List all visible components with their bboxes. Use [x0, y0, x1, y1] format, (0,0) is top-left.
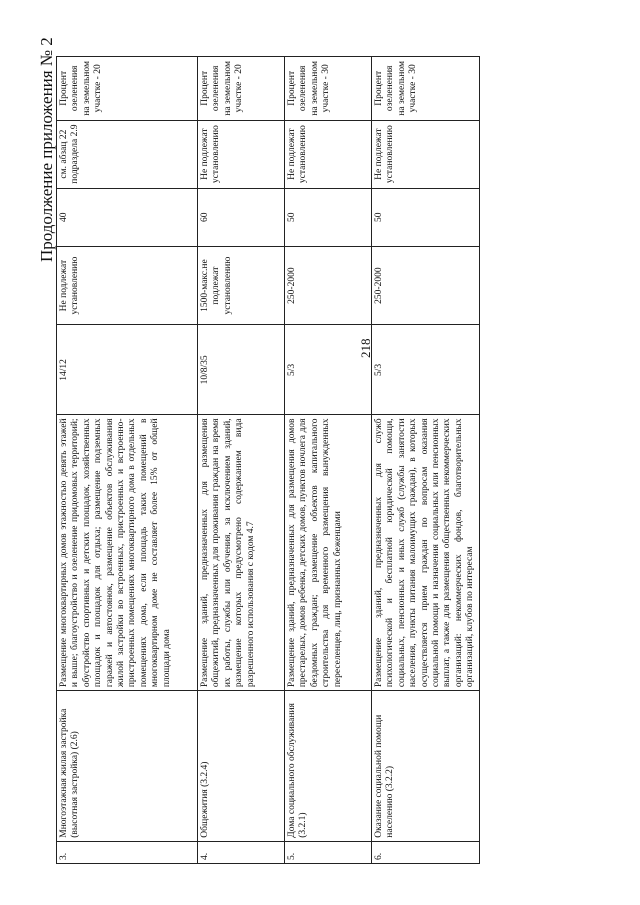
- page-number: 218: [358, 338, 373, 358]
- max-building-percent: 50: [285, 188, 372, 246]
- plot-area: 250-2000: [285, 246, 372, 324]
- max-building-percent: 40: [57, 188, 198, 246]
- building-parameters: 5/3: [372, 325, 480, 415]
- setback-note: см. абзац 22 подраздела 2.9: [57, 120, 198, 188]
- row-number: 4.: [198, 841, 285, 863]
- setback-note: Не подлежат установлению: [372, 120, 480, 188]
- greening-percent: Процент озеленения на земельном участке - 20: [198, 57, 285, 121]
- land-use-description: Размещение зданий, предназначенных для служб психологической и бесплатной юридической помощи, социальных, пенсионных и иных служб (службы занятости населения, пункты питания малоимущих граждан), в которых осуществляется прием граждан по вопросам оказания социальной помощи и назначения социальных или пенсионных выплат, а также для размещения общественных некоммерческих организаций: некоммерческих фондов, благотворительных организаций, клубов по интересам: [372, 415, 480, 691]
- table-row: [372, 57, 480, 864]
- plot-area: Не подлежат установлению: [57, 246, 198, 324]
- table-row: [198, 57, 285, 864]
- setback-note: Не подлежат установлению: [285, 120, 372, 188]
- max-building-percent: 60: [198, 188, 285, 246]
- page-title: Продолжение приложения № 2: [37, 37, 56, 262]
- greening-percent: Процент озеленения на земельном участке - 30: [285, 57, 372, 121]
- zoning-table: [56, 56, 480, 864]
- building-parameters: 14/12: [57, 325, 198, 415]
- land-use-description: Размещение многоквартирных домов этажностью девять этажей и выше; благоустройство и озеленение придомовых территорий; обустройство спортивных и детских площадок, хозяйственных площадок и площадок для отдыха; размещение подземных гаражей и автостоянок, размещение объектов обслуживания жилой застройки во встроенных, пристроенных и встроенно-пристроенных помещениях многоквартирного дома в отдельных помещениях дома, если площадь таких помещений в многоквартирном доме не составляет более 15% от общей площади дома: [57, 415, 198, 691]
- land-use-type: Дома социального обслуживания (3.2.1): [285, 691, 372, 842]
- setback-note: Не подлежат установлению: [198, 120, 285, 188]
- land-use-type: Многоэтажная жилая застройка (высотная застройка) (2.6): [57, 691, 198, 842]
- zoning-table-container: [56, 56, 476, 864]
- land-use-type: Оказание социальной помощи населению (3.2.2): [372, 691, 480, 842]
- building-parameters: 5/3: [285, 325, 372, 415]
- max-building-percent: 50: [372, 188, 480, 246]
- land-use-description: Размещение зданий, предназначенных для размещения домов престарелых, домов ребенка, детских домов, пунктов ночлега для бездомных граждан; размещение объектов капитального строительства для временного размещения вынужденных переселенцев, лиц, признанных беженцами: [285, 415, 372, 691]
- row-number: 6.: [372, 841, 480, 863]
- table-row: [57, 57, 198, 864]
- plot-area: 250-2000: [372, 246, 480, 324]
- greening-percent: Процент озеленения на земельном участке - 20: [57, 57, 198, 121]
- row-number: 5.: [285, 841, 372, 863]
- building-parameters: 10/8/35: [198, 325, 285, 415]
- row-number: 3.: [57, 841, 198, 863]
- land-use-type: Общежития (3.2.4): [198, 691, 285, 842]
- greening-percent: Процент озеленения на земельном участке - 30: [372, 57, 480, 121]
- plot-area: 1500-макс.не подлежат установлению: [198, 246, 285, 324]
- land-use-description: Размещение зданий, предназначенных для размещения общежитий, предназначенных для проживания граждан на время их работы, службы или обучения, за исключением зданий, размещение которых предусмотрено содержанием вида разрешенного использования с кодом 4.7: [198, 415, 285, 691]
- table-row: [285, 57, 372, 864]
